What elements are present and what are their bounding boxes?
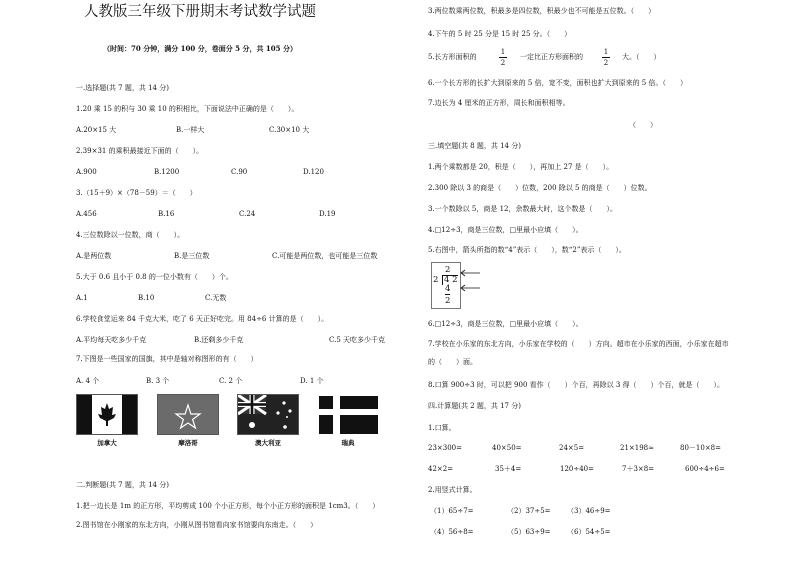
- division-dividend: 4 2: [444, 275, 458, 285]
- oral-calc: 21×198≈: [620, 444, 654, 452]
- oral-calc: 23×300=: [428, 444, 462, 452]
- calc-sub-1: 1.口算。: [428, 424, 456, 432]
- australia-caption: 澳大利亚: [255, 439, 281, 447]
- choice-q1-opt-c: C.30×10 大: [269, 126, 310, 134]
- oral-calc: 600÷4÷6=: [685, 465, 725, 473]
- oral-calc: 80－10×8=: [680, 444, 721, 452]
- fill-q4: 4.□12÷3，商是三位数，□里最小应填（ ）。: [428, 226, 583, 234]
- choice-q3-opt-d: D.19: [319, 210, 336, 218]
- section-3-heading: 三.填空题(共 8 题，共 14 分): [428, 142, 521, 150]
- oral-calc: 7＋3×8=: [622, 465, 655, 473]
- oral-calc: 40×50=: [492, 444, 522, 452]
- fill-q7-line-1: 7.学校在小乐家的东北方向，小乐家在学校的（ ）方向。超市在小乐家的西面，小乐家在超市: [428, 340, 729, 348]
- choice-q4-opt-a: A.是两位数: [76, 252, 112, 260]
- choice-q1-opt-b: B.一样大: [176, 126, 205, 134]
- judge-q3: 3.两位数乘两位数，积最多是四位数，积最少也不可能是五位数。（ ）: [428, 7, 656, 15]
- morocco-caption: 摩洛哥: [178, 439, 198, 447]
- fill-q7-line-2: 的（ ）面。: [428, 358, 477, 366]
- choice-q3: 3.（15＋9）×（78－59）＝（ ）: [76, 189, 197, 197]
- judge-q6: 6.一个长方形的长扩大到原来的 5 倍，宽不变，面积也扩大到原来的 5 倍。（ ）: [428, 79, 687, 87]
- vertical-calc: （5）63÷9=: [507, 528, 551, 536]
- choice-q6-opt-b: B.还剩多少千克: [194, 336, 244, 344]
- oral-calc: 35＋4=: [495, 465, 522, 473]
- fraction-half-2: 1 2: [603, 48, 609, 67]
- arrow-icons: [451, 268, 481, 298]
- canada-caption: 加拿大: [97, 439, 117, 447]
- choice-q6-opt-a: A.平均每天吃多少千克: [76, 336, 147, 344]
- fill-q6: 6.□12÷3，商是三位数，□里最小应填（ ）。: [428, 320, 583, 328]
- judge-q5-part-b: 一定比正方形面积的: [520, 53, 583, 61]
- oral-calc: 120÷40=: [560, 465, 594, 473]
- fill-q1: 1.两个乘数都是 20，积是（ ），再加上 27 是（ ）。: [428, 163, 614, 171]
- choice-q2-opt-d: D.120: [303, 168, 324, 176]
- choice-q7: 7.下图是一些国家的国旗，其中是轴对称图形的有（ ）: [76, 355, 258, 363]
- choice-q4: 4.三位数除以一位数，商（ ）。: [76, 231, 185, 239]
- vertical-calc: （4）56÷8=: [430, 528, 474, 536]
- choice-q2: 2.39×31 的乘积最接近下面的（ ）。: [76, 147, 204, 155]
- choice-q7-opt-d: D. 1 个: [300, 377, 324, 385]
- judge-q7-blank: （ ）: [629, 121, 657, 129]
- choice-q3-opt-c: C.24: [239, 210, 256, 218]
- choice-q1: 1.20 乘 15 的积与 30 乘 10 的积相比，下面说法中正确的是（ ）。: [76, 105, 299, 113]
- choice-q7-opt-a: A. 4 个: [76, 377, 100, 385]
- choice-q6: 6.学校食堂运来 84 千克大米，吃了 6 天正好吃完。用 84÷6 计算的是（ ）。: [76, 315, 329, 323]
- paper-title: 人教版三年级下册期末考试数学试题: [84, 4, 316, 20]
- calc-sub-2: 2.用竖式计算。: [428, 486, 477, 494]
- division-row-1: 4: [445, 284, 451, 294]
- fill-q5: 5.右图中，箭头所指的数“4”表示（ ），数“2”表示（ ）。: [428, 246, 626, 254]
- sweden-caption: 瑞典: [341, 439, 355, 447]
- paper-subtitle: （时间：70 分钟，满分 100 分，卷面分 5 分，共 105 分）: [103, 44, 297, 53]
- division-row-2: 2: [445, 296, 451, 306]
- choice-q7-opt-b: B. 3 个: [146, 377, 170, 385]
- canada-flag: [76, 394, 138, 435]
- choice-q4-opt-c: C.可能是两位数，也可能是三位数: [272, 252, 378, 260]
- morocco-flag: [157, 394, 219, 435]
- choice-q5-opt-b: B.10: [138, 294, 155, 302]
- choice-q6-opt-c: C.5 天吃多少千克: [329, 336, 386, 344]
- section-2-heading: 二.判断题(共 7 题，共 14 分): [76, 481, 169, 489]
- choice-q1-opt-a: A.20×15 大: [76, 126, 117, 134]
- vertical-calc: （6）54÷5=: [567, 528, 611, 536]
- choice-q2-opt-c: C.90: [231, 168, 248, 176]
- fill-q3: 3.一个数除以 5，商是 12，余数最大时，这个数是（ ）。: [428, 205, 617, 213]
- choice-q5: 5.大于 0.6 且小于 0.8 的一位小数有（ ）个。: [76, 273, 233, 281]
- fill-q8: 8.口算 900÷3 时，可以把 900 看作（ ）个百，再除以 3 得（ ）个百，就是（ ）。: [428, 381, 725, 389]
- fill-q2: 2.300 除以 3 的商是（ ）位数，200 除以 5 的商是（ ）位数。: [428, 184, 652, 192]
- judge-q7: 7.边长为 4 厘米的正方形，周长和面积相等。: [428, 99, 570, 107]
- australia-flag: [237, 394, 299, 435]
- judge-q1: 1.把一边长是 1m 的正方形，平均剪成 100 个小正方形，每个小正方形的面积是 1cm3。（ ）: [76, 502, 380, 510]
- judge-q5-part-a: 5.长方形面积的: [428, 53, 477, 61]
- sweden-flag: [317, 394, 379, 435]
- division-divisor: 2: [433, 275, 439, 285]
- judge-q4: 4.下午的 5 时 25 分是 15 时 25 分。（ ）: [428, 30, 572, 38]
- oral-calc: 42×2=: [428, 465, 454, 473]
- choice-q3-opt-a: A.456: [76, 210, 97, 218]
- choice-q3-opt-b: B.16: [158, 210, 175, 218]
- choice-q4-opt-b: B.是三位数: [174, 252, 210, 260]
- vertical-calc: （2）37÷5=: [507, 507, 551, 515]
- choice-q2-opt-a: A.900: [76, 168, 97, 176]
- vertical-calc: （3）46÷9=: [567, 507, 611, 515]
- choice-q2-opt-b: B.1200: [154, 168, 180, 176]
- choice-q5-opt-a: A.1: [76, 294, 88, 302]
- section-4-heading: 四.计算题(共 2 题，共 17 分): [428, 402, 521, 410]
- fraction-half-1: 1 2: [500, 48, 506, 67]
- judge-q2: 2.图书馆在小刚家的东北方向，小刚从图书馆看向家书馆要向东南走。（ ）: [76, 521, 318, 529]
- judge-q5-part-c: 大。（ ）: [622, 53, 661, 61]
- choice-q5-opt-c: C.无数: [205, 294, 227, 302]
- division-quotient: 2: [445, 265, 451, 275]
- section-1-heading: 一.选择题(共 7 题，共 14 分): [76, 84, 169, 92]
- choice-q7-opt-c: C. 2 个: [219, 377, 243, 385]
- vertical-calc: （1）65÷7=: [430, 507, 474, 515]
- oral-calc: 24×5=: [559, 444, 585, 452]
